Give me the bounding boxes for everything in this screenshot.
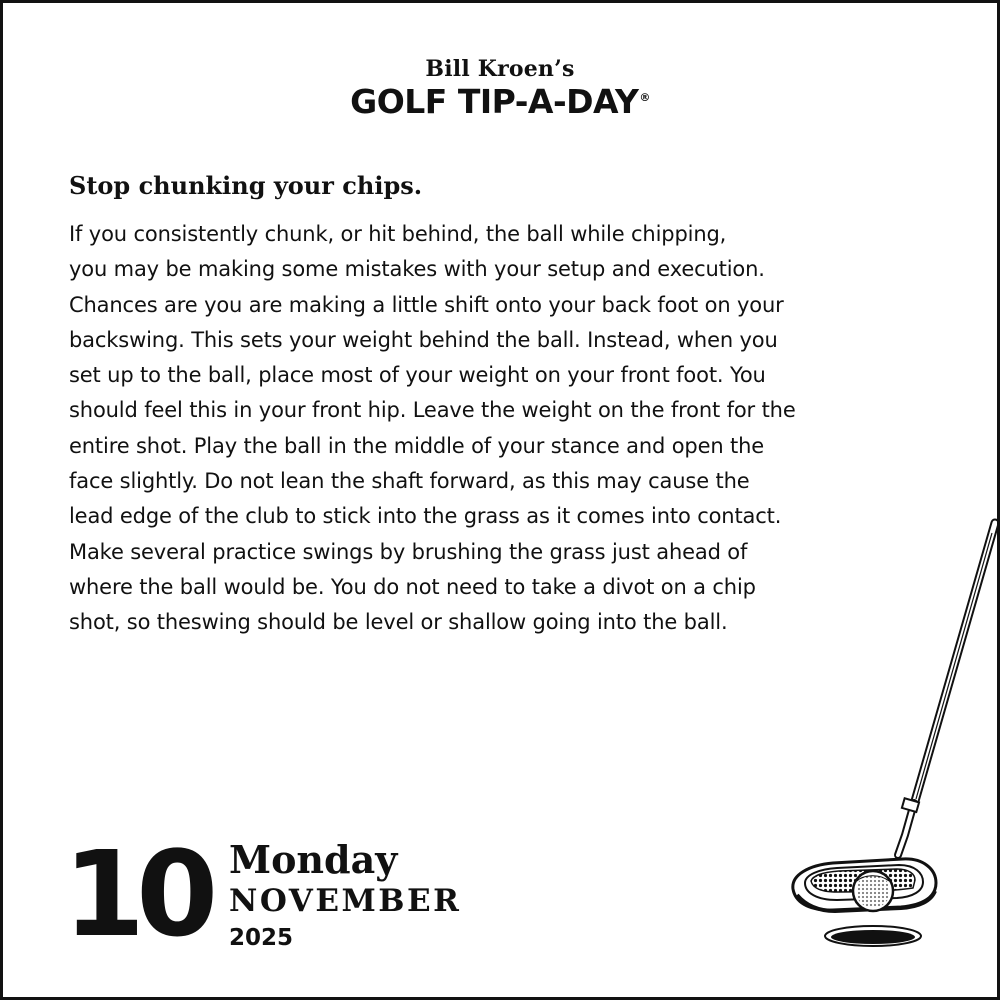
- date-weekday: Monday: [229, 837, 398, 882]
- tip-title: Stop chunking your chips.: [69, 171, 423, 200]
- tip-body-line: you may be making some mistakes with your setup and execution.: [69, 257, 765, 282]
- tip-body-line: shot, so theswing should be level or shallow going into the ball.: [69, 610, 728, 635]
- header: [3, 55, 997, 129]
- date-year: 2025: [229, 925, 294, 951]
- date-day-number: 10: [63, 825, 210, 963]
- tip-body-line: where the ball would be. You do not need to take a divot on a chip: [69, 574, 756, 599]
- tip-body-line: backswing. This sets your weight behind the ball. Instead, when you: [69, 327, 778, 352]
- tip-body-line: If you consistently chunk, or hit behind, the ball while chipping,: [69, 222, 727, 246]
- putter-golf-ball-hole-icon: [773, 503, 999, 953]
- tip-body-line: entire shot. Play the ball in the middle of your stance and open the: [69, 433, 765, 458]
- tip-body-line: lead edge of the club to stick into the grass as it comes into contact.: [69, 504, 782, 529]
- tip-body-line: Chances are you are making a little shift onto your back foot on your: [69, 292, 784, 317]
- brand-title-text: GOLF TIP-A-DAY: [350, 82, 639, 121]
- brand-title: [3, 83, 997, 129]
- tip-body-line: set up to the ball, place most of your weight on your front foot. You: [69, 363, 766, 388]
- registered-mark: ®: [639, 91, 650, 104]
- tip-body-line: face slightly. Do not lean the shaft forward, as this may cause the: [69, 469, 750, 494]
- author-name: Bill Kroen’s: [425, 56, 575, 82]
- tip-body-line: Make several practice swings by brushing the grass just ahead of: [69, 539, 748, 564]
- tip-body-line: should feel this in your front hip. Leave the weight on the front for the: [69, 398, 796, 423]
- date-month: NOVEMBER: [229, 883, 462, 919]
